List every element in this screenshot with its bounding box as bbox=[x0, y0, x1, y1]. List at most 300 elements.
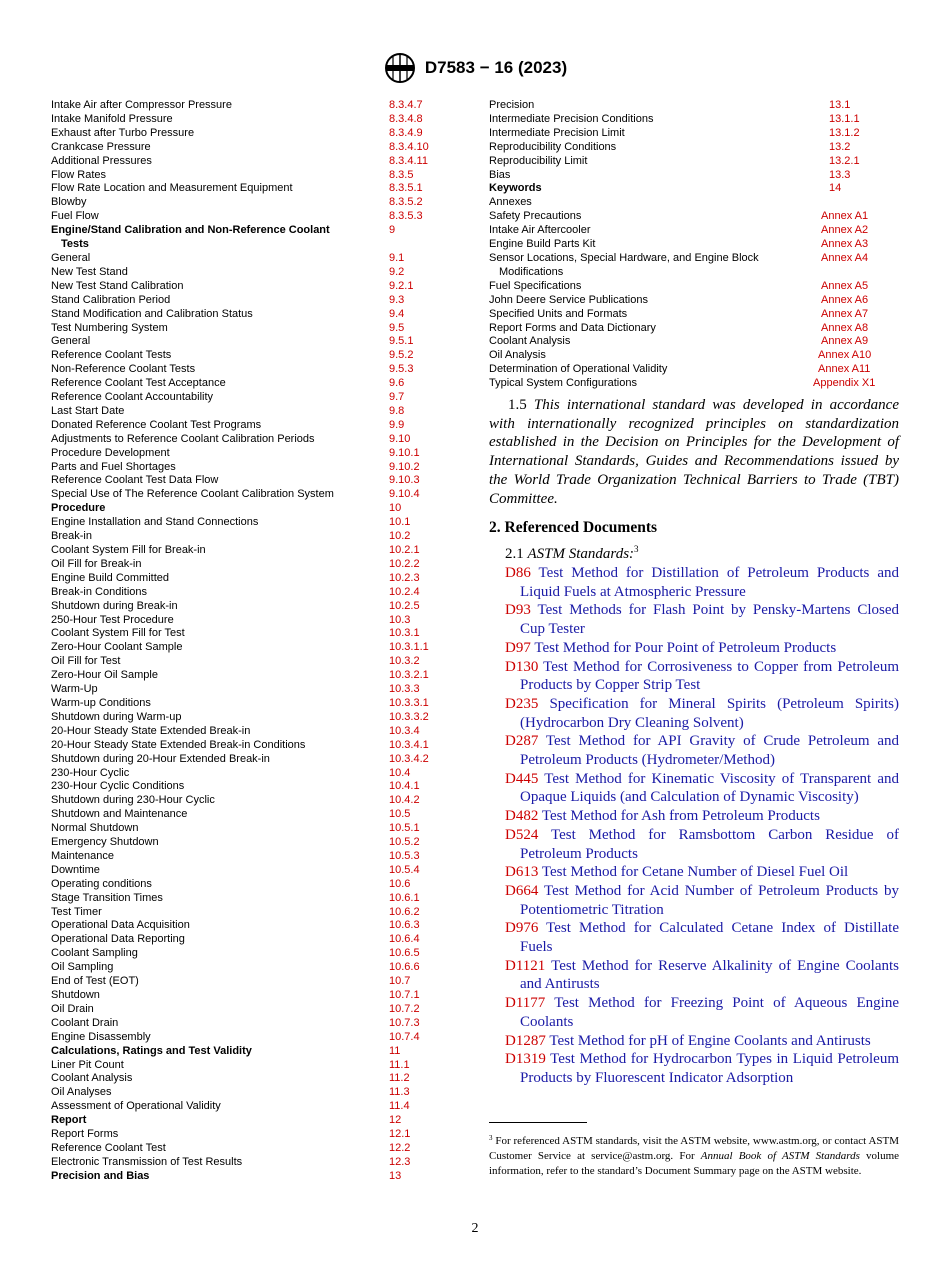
toc-entry-section-link[interactable]: 9.7 bbox=[389, 391, 405, 404]
toc-entry[interactable] bbox=[489, 127, 899, 141]
toc-entry-title: New Test Stand bbox=[51, 265, 128, 278]
toc-entry[interactable] bbox=[51, 919, 451, 933]
toc-entry-section-link[interactable]: 8.3.5.2 bbox=[389, 196, 423, 209]
toc-entry[interactable] bbox=[489, 155, 899, 169]
toc-entry-section-link[interactable]: Annex A9 bbox=[821, 335, 869, 348]
reference-item bbox=[505, 882, 899, 919]
toc-entry-section-link[interactable]: 8.3.4.11 bbox=[389, 154, 428, 167]
toc-entry[interactable] bbox=[51, 1086, 451, 1100]
toc-entry[interactable] bbox=[51, 224, 451, 252]
toc-entry-section-link[interactable]: 9.6 bbox=[389, 377, 405, 390]
toc-entry[interactable] bbox=[489, 363, 899, 377]
toc-entry-section-link[interactable]: 10.4.1 bbox=[389, 780, 420, 793]
toc-entry[interactable] bbox=[489, 141, 899, 155]
toc-entry-section-link[interactable]: Appendix X1 bbox=[813, 377, 876, 390]
toc-entry[interactable] bbox=[51, 377, 451, 391]
toc-entry-section-link[interactable]: 10.5.1 bbox=[389, 822, 420, 835]
toc-entry-section-link[interactable]: 13.2 bbox=[829, 140, 851, 153]
toc-entry-section-link[interactable]: Annex A1 bbox=[821, 210, 869, 223]
toc-entry-section-link[interactable]: 8.3.4.9 bbox=[389, 126, 423, 139]
toc-entry[interactable] bbox=[489, 322, 899, 336]
toc-entry[interactable] bbox=[51, 127, 451, 141]
toc-entry[interactable] bbox=[51, 461, 451, 475]
toc-entry[interactable] bbox=[51, 196, 451, 210]
toc-entry[interactable] bbox=[51, 975, 451, 989]
toc-entry-title: Exhaust after Turbo Pressure bbox=[51, 126, 195, 139]
reference-code-link[interactable]: D235 bbox=[505, 695, 539, 712]
toc-entry[interactable] bbox=[51, 544, 451, 558]
toc-entry[interactable] bbox=[51, 558, 451, 572]
toc-entry-section-link[interactable]: 10.2.3 bbox=[389, 571, 420, 584]
toc-entry-section-link[interactable]: Annex A2 bbox=[821, 224, 869, 237]
toc-entry-title: Liner Pit Count bbox=[51, 1058, 124, 1071]
toc-entry[interactable] bbox=[51, 586, 451, 600]
toc-entry-section-link[interactable]: Annex A11 bbox=[818, 363, 871, 376]
toc-entry-section-link[interactable]: Annex A5 bbox=[821, 279, 869, 292]
toc-entry[interactable] bbox=[51, 933, 451, 947]
toc-entry-title: Additional Pressures bbox=[51, 154, 152, 167]
toc-entry[interactable] bbox=[51, 683, 451, 697]
toc-entry-title: Operational Data Acquisition bbox=[51, 919, 190, 932]
toc-entry[interactable] bbox=[489, 280, 899, 294]
toc-entry-section-link[interactable]: 9.2 bbox=[389, 265, 405, 278]
toc-entry-title: Fuel Flow bbox=[51, 210, 99, 223]
toc-entry[interactable] bbox=[51, 906, 451, 920]
toc-entry[interactable] bbox=[489, 335, 899, 349]
reference-title-link[interactable]: Test Method for pH of Engine Coolants and Antirusts bbox=[549, 1032, 871, 1049]
reference-item bbox=[505, 826, 899, 863]
toc-entry-title: Break-in Conditions bbox=[51, 585, 147, 598]
toc-entry-section-link[interactable]: 10.2.2 bbox=[389, 557, 420, 570]
toc-entry-title: Shutdown bbox=[51, 989, 100, 1001]
toc-entry[interactable] bbox=[489, 196, 899, 210]
toc-entry[interactable] bbox=[51, 447, 451, 461]
toc-entry[interactable] bbox=[51, 419, 451, 433]
toc-entry[interactable] bbox=[51, 474, 451, 488]
toc-entry-section-link[interactable]: 10.3.2 bbox=[389, 655, 420, 668]
toc-entry[interactable] bbox=[51, 850, 451, 864]
toc-entry-title: 20-Hour Steady State Extended Break-in bbox=[51, 724, 251, 737]
reference-code-link[interactable]: D1319 bbox=[505, 1051, 546, 1068]
toc-entry-title: Report Forms bbox=[51, 1128, 119, 1141]
toc-entry[interactable] bbox=[51, 669, 451, 683]
toc-entry-section-link[interactable]: 9.5.2 bbox=[389, 349, 414, 362]
toc-entry-section-link[interactable]: 10.6.4 bbox=[389, 933, 420, 946]
toc-entry-section-link[interactable]: 9.10.1 bbox=[389, 446, 420, 459]
toc-entry-title: Adjustments to Reference Coolant Calibration Periods bbox=[51, 432, 315, 445]
toc-entry-title: Report Forms and Data Dictionary bbox=[489, 321, 656, 334]
reference-code-link[interactable]: D1177 bbox=[505, 995, 546, 1012]
toc-entry-section-link[interactable]: 11.3 bbox=[389, 1086, 410, 1099]
toc-entry-section-link[interactable]: 10.7.4 bbox=[389, 1030, 420, 1043]
reference-item bbox=[505, 658, 899, 695]
reference-code-link[interactable]: D524 bbox=[505, 826, 539, 843]
reference-title-link[interactable]: Test Methods for Flash Point by Pensky-Martens Closed Cup Tester bbox=[520, 602, 900, 638]
toc-entry[interactable] bbox=[51, 252, 451, 266]
toc-entry[interactable] bbox=[489, 224, 899, 238]
toc-entry-title: General bbox=[51, 335, 91, 348]
toc-entry-title: Oil Analyses bbox=[51, 1086, 112, 1099]
toc-entry[interactable] bbox=[51, 530, 451, 544]
subsection-2-1 bbox=[505, 544, 639, 563]
toc-entry-section-link[interactable]: 10.3.3.1 bbox=[389, 696, 429, 709]
reference-title-link[interactable]: Test Method for Freezing Point of Aqueous Engine Coolants bbox=[520, 995, 899, 1030]
reference-code-link[interactable]: D287 bbox=[505, 733, 539, 750]
page-header bbox=[0, 52, 950, 84]
toc-entry-section-link[interactable]: 10.5.4 bbox=[389, 863, 420, 876]
toc-entry-section-link[interactable]: 10.3.1.1 bbox=[389, 641, 429, 654]
toc-entry-title: Intermediate Precision Limit bbox=[489, 126, 625, 139]
toc-entry[interactable] bbox=[51, 363, 451, 377]
toc-entry-section-link[interactable]: 13.1.1 bbox=[829, 112, 860, 125]
toc-entry[interactable] bbox=[51, 349, 451, 363]
toc-entry-section-link[interactable]: 10.7.2 bbox=[389, 1002, 420, 1015]
toc-entry-section-link[interactable]: 10.3.4.1 bbox=[389, 738, 429, 751]
toc-entry-section-link[interactable]: 11.2 bbox=[389, 1072, 410, 1085]
toc-entry[interactable] bbox=[51, 1128, 451, 1142]
toc-entry-section-link[interactable]: 10.6.2 bbox=[389, 905, 420, 918]
toc-entry[interactable] bbox=[51, 572, 451, 586]
toc-entry[interactable] bbox=[51, 182, 451, 196]
toc-entry[interactable] bbox=[489, 377, 899, 391]
reference-title-link[interactable]: Test Method for Hydrocarbon Types in Liquid Petroleum Products by Fluorescent Indicator Adsorption bbox=[520, 1051, 900, 1086]
subsection-number: 2.1 bbox=[505, 546, 524, 562]
reference-title-link[interactable]: Test Method for Acid Number of Petroleum Products by Potentiometric Titration bbox=[520, 882, 899, 918]
toc-entry-title: Bias bbox=[489, 168, 511, 181]
toc-entry-title: Procedure Development bbox=[51, 446, 170, 459]
toc-entry-title: Flow Rate Location and Measurement Equipment bbox=[51, 182, 293, 195]
toc-entry[interactable] bbox=[51, 308, 451, 322]
toc-entry-title: Stand Modification and Calibration Status bbox=[51, 307, 253, 320]
toc-entry-section-link[interactable]: 9.5 bbox=[389, 321, 405, 334]
reference-item bbox=[505, 695, 899, 732]
reference-code-link[interactable]: D976 bbox=[505, 920, 539, 937]
toc-entry[interactable] bbox=[51, 725, 451, 739]
toc-entry-title: Parts and Fuel Shortages bbox=[51, 460, 176, 473]
toc-entry-section-link[interactable]: 10.6.5 bbox=[389, 947, 420, 960]
toc-entry-title: Intake Manifold Pressure bbox=[51, 112, 173, 125]
reference-code-link[interactable]: D93 bbox=[505, 602, 531, 619]
toc-entry[interactable] bbox=[51, 697, 451, 711]
toc-entry[interactable] bbox=[51, 864, 451, 878]
reference-code-link[interactable]: D1121 bbox=[505, 957, 546, 974]
toc-entry-section-link[interactable]: 9.8 bbox=[389, 404, 405, 417]
toc-entry-title: Reproducibility Limit bbox=[489, 154, 588, 167]
toc-entry-section-link[interactable]: 9.3 bbox=[389, 293, 405, 306]
toc-entry[interactable] bbox=[51, 1072, 451, 1086]
toc-entry-section-link[interactable]: Annex A10 bbox=[818, 349, 872, 362]
toc-entry[interactable] bbox=[51, 1170, 451, 1184]
toc-entry[interactable] bbox=[51, 947, 451, 961]
toc-entry[interactable] bbox=[51, 739, 451, 753]
toc-entry[interactable] bbox=[51, 836, 451, 850]
footnote-marker[interactable]: 3 bbox=[634, 544, 639, 554]
toc-entry-section-link[interactable]: 13.2.1 bbox=[829, 154, 860, 167]
toc-entry[interactable] bbox=[51, 1100, 451, 1114]
toc-entry-title: Coolant Sampling bbox=[51, 947, 138, 960]
toc-entry[interactable] bbox=[51, 753, 451, 767]
toc-entry[interactable] bbox=[51, 433, 451, 447]
toc-entry-title: Shutdown and Maintenance bbox=[51, 808, 188, 821]
toc-entry[interactable] bbox=[51, 1114, 451, 1128]
toc-entry-section-link[interactable]: 10.2.1 bbox=[389, 544, 420, 556]
toc-entry[interactable] bbox=[51, 405, 451, 419]
toc-entry-section-link[interactable]: 10.2.5 bbox=[389, 599, 420, 612]
toc-entry-title: Non-Reference Coolant Tests bbox=[51, 363, 196, 376]
toc-entry[interactable] bbox=[51, 767, 451, 781]
reference-item bbox=[505, 732, 899, 769]
toc-entry-section-link[interactable]: Annex A4 bbox=[821, 251, 869, 264]
toc-entry[interactable] bbox=[51, 614, 451, 628]
paragraph-1-5 bbox=[489, 396, 899, 508]
toc-entry-title: Stand Calibration Period bbox=[51, 293, 171, 306]
toc-entry-section-link[interactable]: 12.1 bbox=[389, 1128, 411, 1141]
reference-title-link[interactable]: Test Method for Pour Point of Petroleum Products bbox=[534, 639, 837, 656]
toc-entry-title: Safety Precautions bbox=[489, 210, 582, 223]
toc-entry-title: 230-Hour Cyclic Conditions bbox=[51, 780, 185, 793]
toc-entry-section-link[interactable]: 13 bbox=[389, 1169, 402, 1182]
toc-entry[interactable] bbox=[489, 308, 899, 322]
toc-entry-section-link[interactable]: 11 bbox=[389, 1044, 401, 1057]
reference-code-link[interactable]: D97 bbox=[505, 639, 531, 656]
toc-entry-title: Emergency Shutdown bbox=[51, 836, 159, 849]
toc-entry-section-link[interactable]: 10.4 bbox=[389, 766, 411, 779]
toc-entry[interactable] bbox=[51, 1156, 451, 1170]
toc-entry[interactable] bbox=[51, 280, 451, 294]
toc-entry[interactable] bbox=[51, 655, 451, 669]
toc-entry-title: Annexes bbox=[489, 196, 532, 209]
toc-entry[interactable] bbox=[51, 335, 451, 349]
toc-entry[interactable] bbox=[51, 600, 451, 614]
reference-code-link[interactable]: D664 bbox=[505, 882, 539, 899]
toc-entry-title: Calculations, Ratings and Test Validity bbox=[51, 1044, 252, 1057]
toc-entry-section-link[interactable]: 8.3.5.3 bbox=[389, 210, 423, 223]
toc-entry-section-link[interactable]: 11.1 bbox=[389, 1058, 410, 1071]
toc-entry[interactable] bbox=[51, 210, 451, 224]
toc-entry-section-link[interactable]: 10.6.6 bbox=[389, 961, 420, 974]
toc-entry-section-link[interactable]: 10.2.4 bbox=[389, 585, 420, 598]
toc-entry[interactable] bbox=[51, 989, 451, 1003]
reference-code-link[interactable]: D482 bbox=[505, 808, 539, 825]
toc-entry[interactable] bbox=[51, 808, 451, 822]
toc-entry-title: Shutdown during Warm-up bbox=[51, 710, 182, 723]
toc-entry-section-link[interactable]: 10.7 bbox=[389, 975, 411, 988]
toc-entry[interactable] bbox=[51, 794, 451, 808]
toc-entry-section-link[interactable]: 10.3.3 bbox=[389, 683, 420, 696]
toc-entry[interactable] bbox=[489, 113, 899, 127]
toc-entry-section-link[interactable]: 10.3.4.2 bbox=[389, 752, 429, 765]
toc-entry-title: Operating conditions bbox=[51, 877, 152, 890]
reference-item bbox=[505, 770, 899, 807]
toc-right-column bbox=[489, 99, 899, 391]
toc-entry-section-link[interactable]: 10.3.4 bbox=[389, 724, 420, 737]
paragraph-number: 1.5 bbox=[508, 397, 527, 413]
toc-entry-title: Reference Coolant Tests bbox=[51, 349, 172, 362]
toc-entry-title: Test Timer bbox=[51, 905, 102, 918]
toc-entry-section-link[interactable]: 13.1.2 bbox=[829, 126, 860, 139]
toc-entry[interactable] bbox=[51, 113, 451, 127]
toc-entry[interactable] bbox=[51, 1059, 451, 1073]
toc-entry-section-link[interactable]: 10 bbox=[389, 502, 402, 515]
toc-entry-title: Zero-Hour Oil Sample bbox=[51, 669, 158, 682]
toc-entry[interactable] bbox=[51, 961, 451, 975]
toc-entry[interactable] bbox=[489, 169, 899, 183]
toc-entry-title: Coolant Analysis bbox=[51, 1072, 133, 1085]
referenced-documents-list bbox=[505, 564, 899, 1088]
toc-entry[interactable] bbox=[51, 780, 451, 794]
toc-entry-title: Flow Rates bbox=[51, 168, 107, 181]
toc-entry-section-link[interactable]: 8.3.4.8 bbox=[389, 112, 423, 125]
toc-entry-section-link[interactable]: 12.3 bbox=[389, 1155, 411, 1168]
reference-title-link[interactable]: Test Method for Ramsbottom Carbon Residue of Petroleum Products bbox=[520, 826, 899, 862]
toc-entry-section-link[interactable]: 10.6.3 bbox=[389, 919, 420, 932]
reference-item bbox=[505, 1050, 899, 1087]
toc-entry[interactable] bbox=[489, 99, 899, 113]
toc-entry-title: Keywords bbox=[489, 182, 542, 195]
toc-entry-title: Maintenance bbox=[51, 849, 114, 862]
toc-entry[interactable] bbox=[51, 391, 451, 405]
reference-code-link[interactable]: D86 bbox=[505, 565, 531, 581]
toc-entry[interactable] bbox=[51, 641, 451, 655]
toc-entry-section-link[interactable]: 11.4 bbox=[389, 1100, 410, 1113]
toc-entry[interactable] bbox=[51, 322, 451, 336]
toc-left-column bbox=[51, 99, 451, 1184]
toc-entry-section-link[interactable]: 13.3 bbox=[829, 168, 851, 181]
toc-entry-section-link[interactable]: 8.3.4.7 bbox=[389, 99, 423, 111]
toc-entry-title: Typical System Configurations bbox=[489, 377, 637, 390]
reference-code-link[interactable]: D130 bbox=[505, 658, 539, 675]
reference-item bbox=[505, 807, 899, 826]
toc-entry-section-link[interactable]: 10.3 bbox=[389, 613, 411, 626]
toc-entry-title: Specified Units and Formats bbox=[489, 307, 628, 320]
reference-title-link[interactable]: Test Method for API Gravity of Crude Petroleum and Petroleum Products (Hydrometer/Method) bbox=[520, 733, 899, 769]
toc-entry-title: General bbox=[51, 251, 91, 264]
reference-title-link[interactable]: Test Method for Reserve Alkalinity of Engine Coolants and Antirusts bbox=[520, 957, 900, 993]
toc-entry-section-link[interactable]: Annex A3 bbox=[821, 238, 869, 251]
toc-entry-title: Shutdown during 20-Hour Extended Break-in bbox=[51, 752, 270, 765]
toc-entry-section-link[interactable]: 10.3.2.1 bbox=[389, 669, 429, 682]
toc-entry-title: Intake Air after Compressor Pressure bbox=[51, 99, 232, 111]
toc-entry[interactable] bbox=[489, 210, 899, 224]
toc-entry[interactable] bbox=[51, 627, 451, 641]
toc-entry[interactable] bbox=[51, 878, 451, 892]
toc-entry-section-link[interactable]: 10.3.3.2 bbox=[389, 710, 429, 723]
toc-entry-section-link[interactable]: 10.6 bbox=[389, 877, 411, 890]
toc-entry-section-link[interactable]: 10.6.1 bbox=[389, 891, 420, 904]
toc-entry-section-link[interactable]: 12.2 bbox=[389, 1141, 411, 1154]
toc-entry-section-link[interactable]: 9.10.4 bbox=[389, 488, 420, 501]
toc-entry-section-link[interactable]: 13.1 bbox=[829, 99, 851, 111]
toc-entry-section-link[interactable]: 10.4.2 bbox=[389, 794, 420, 807]
toc-entry[interactable] bbox=[51, 1031, 451, 1045]
toc-entry[interactable] bbox=[51, 141, 451, 155]
reference-title-link[interactable]: Test Method for Kinematic Viscosity of Transparent and Opaque Liquids (and Calculation of Dynamic Viscosity) bbox=[520, 770, 899, 806]
toc-entry[interactable] bbox=[51, 502, 451, 516]
toc-entry[interactable] bbox=[51, 1045, 451, 1059]
toc-entry[interactable] bbox=[51, 1003, 451, 1017]
footnote-text-a: For referenced ASTM standards, visit the ASTM website, www.astm.org, or contact ASTM Customer Service at service@astm.org. For bbox=[489, 1135, 900, 1162]
toc-entry-title: Coolant System Fill for Break-in bbox=[51, 544, 206, 556]
toc-entry-section-link[interactable]: 9.4 bbox=[389, 307, 405, 320]
reference-code-link[interactable]: D445 bbox=[505, 770, 539, 787]
reference-title-link[interactable]: Test Method for Ash from Petroleum Products bbox=[541, 808, 820, 825]
toc-entry[interactable] bbox=[489, 252, 899, 280]
toc-entry[interactable] bbox=[51, 99, 451, 113]
toc-entry-section-link[interactable]: Annex A6 bbox=[821, 293, 869, 306]
toc-entry-section-link[interactable]: Annex A7 bbox=[821, 307, 869, 320]
toc-entry-section-link[interactable]: 10.7.3 bbox=[389, 1016, 420, 1029]
toc-entry[interactable] bbox=[51, 155, 451, 169]
toc-entry[interactable] bbox=[51, 516, 451, 530]
reference-title-link[interactable]: Test Method for Corrosiveness to Copper from Petroleum Products by Copper Strip Test bbox=[520, 658, 899, 694]
toc-entry[interactable] bbox=[51, 1017, 451, 1031]
toc-entry-section-link[interactable]: 9.5.1 bbox=[389, 335, 414, 348]
toc-entry[interactable] bbox=[489, 238, 899, 252]
toc-entry-section-link[interactable]: 8.3.4.10 bbox=[389, 140, 429, 153]
paragraph-text: This international standard was developed in accordance with internationally recognized principles on standardization established in the Decision on Principles for the Development of International Standards, Guides and Recommendations issued by the World Trade Organization Technical Barriers to Trade (TBT) Committee. bbox=[489, 397, 900, 507]
toc-entry-title: Break-in bbox=[51, 530, 92, 543]
toc-entry-section-link[interactable]: 9 bbox=[389, 224, 396, 237]
reference-title-link[interactable]: Test Method for Distillation of Petroleum Products and Liquid Fuels at Atmospheric Pressure bbox=[520, 565, 899, 600]
toc-entry-section-link[interactable]: 10.3.1 bbox=[389, 627, 420, 640]
toc-entry-section-link[interactable]: 9.1 bbox=[389, 251, 405, 264]
toc-entry-title: Donated Reference Coolant Test Programs bbox=[51, 418, 262, 431]
toc-entry[interactable] bbox=[51, 488, 451, 502]
toc-entry-section-link[interactable]: Annex A8 bbox=[821, 321, 869, 334]
toc-entry-section-link[interactable]: 10.1 bbox=[389, 516, 411, 529]
toc-entry-section-link[interactable]: 9.10.3 bbox=[389, 474, 420, 487]
toc-entry[interactable] bbox=[489, 294, 899, 308]
reference-title-link[interactable]: Test Method for Cetane Number of Diesel Fuel Oil bbox=[541, 864, 849, 881]
toc-entry-section-link[interactable]: 9.2.1 bbox=[389, 279, 414, 292]
toc-entry-title: Engine Build Committed bbox=[51, 571, 170, 584]
toc-entry-section-link[interactable]: 9.5.3 bbox=[389, 363, 414, 376]
reference-title-link[interactable]: Specification for Mineral Spirits (Petroleum Spirits) (Hydrocarbon Dry Cleaning Solvent) bbox=[520, 695, 899, 731]
toc-entry-section-link[interactable]: 10.5 bbox=[389, 808, 411, 821]
reference-code-link[interactable]: D1287 bbox=[505, 1032, 546, 1049]
toc-entry[interactable] bbox=[51, 294, 451, 308]
toc-entry-section-link[interactable]: 8.3.5.1 bbox=[389, 182, 423, 195]
toc-entry[interactable] bbox=[51, 169, 451, 183]
toc-entry-title: Operational Data Reporting bbox=[51, 933, 185, 946]
toc-entry[interactable] bbox=[51, 1142, 451, 1156]
reference-code-link[interactable]: D613 bbox=[505, 864, 539, 881]
toc-entry-section-link[interactable]: 10.5.3 bbox=[389, 849, 420, 862]
toc-entry-section-link[interactable]: 9.9 bbox=[389, 418, 405, 431]
toc-entry-title: 250-Hour Test Procedure bbox=[51, 613, 174, 626]
reference-title-link[interactable]: Test Method for Calculated Cetane Index of Distillate Fuels bbox=[520, 920, 900, 956]
footnote-book-title: Annual Book of ASTM Standards bbox=[700, 1150, 860, 1162]
toc-entry[interactable] bbox=[489, 182, 899, 196]
toc-entry-title: Precision and Bias bbox=[51, 1169, 150, 1182]
toc-entry[interactable] bbox=[51, 266, 451, 280]
toc-entry-section-link[interactable]: 10.5.2 bbox=[389, 836, 420, 849]
toc-entry[interactable] bbox=[51, 711, 451, 725]
toc-entry-title: Oil Drain bbox=[51, 1002, 94, 1015]
toc-entry[interactable] bbox=[51, 892, 451, 906]
toc-entry-section-link[interactable]: 10.7.1 bbox=[389, 989, 420, 1001]
toc-entry-title: Fuel Specifications bbox=[489, 279, 582, 292]
toc-entry-section-link[interactable]: 9.10.2 bbox=[389, 460, 420, 473]
toc-entry[interactable] bbox=[51, 822, 451, 836]
toc-entry-section-link[interactable]: 10.2 bbox=[389, 530, 411, 543]
toc-entry-section-link[interactable]: 12 bbox=[389, 1114, 402, 1127]
toc-entry[interactable] bbox=[489, 349, 899, 363]
toc-entry-section-link[interactable]: 8.3.5 bbox=[389, 168, 414, 181]
toc-entry-section-link[interactable]: 9.10 bbox=[389, 432, 411, 445]
toc-entry-section-link[interactable]: 14 bbox=[829, 182, 842, 195]
toc-entry-title: Report bbox=[51, 1114, 87, 1127]
